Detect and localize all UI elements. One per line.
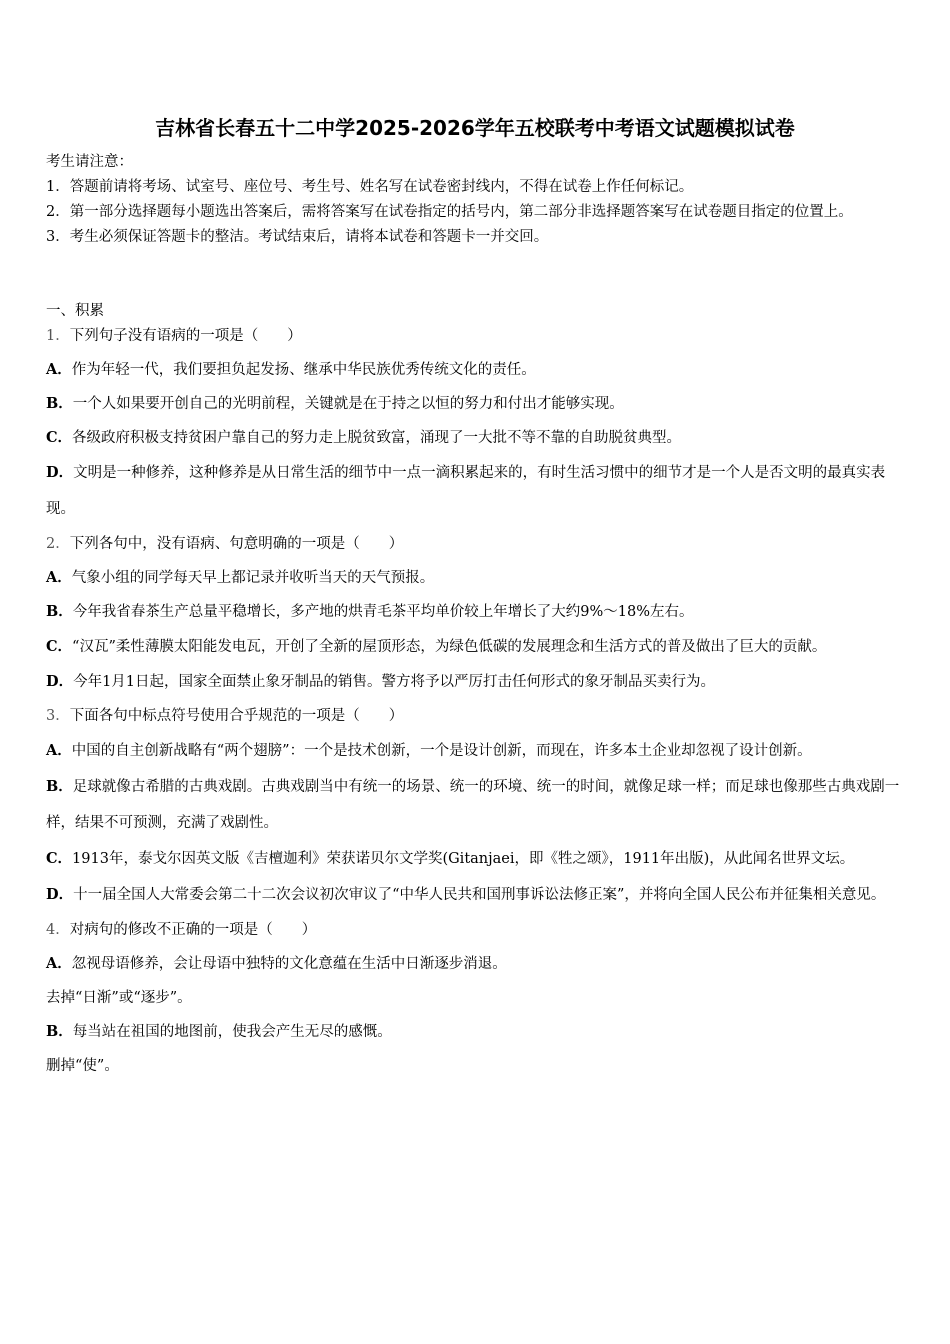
option-fix: 去掉“日渐”或“逐步”。	[46, 990, 192, 1006]
question-number: 4．	[46, 922, 70, 938]
option-text: 忽视母语修养，会让母语中独特的文化意蕴在生活中日渐逐步消退。	[71, 956, 507, 972]
option-text: 足球就像古希腊的古典戏剧。古典戏剧当中有统一的场景、统一的环境、统一的时间，就像足球一样；而足球也像那些古典戏剧一样，结果不可预测，充满了戏剧性。	[46, 779, 900, 831]
option-label: A．	[46, 569, 72, 586]
option	[46, 353, 906, 387]
option	[46, 733, 906, 769]
option-label: B．	[46, 603, 73, 620]
question-stem	[46, 325, 906, 347]
option	[46, 769, 906, 841]
exam-notice	[46, 150, 906, 250]
question-text: 下面各句中标点符号使用合乎规范的一项是（ ）	[69, 708, 404, 724]
option-text: 十一届全国人大常委会第二十二次会议初次审议了“中华人民共和国刑事诉讼法修正案”，并将向全国人民公布并征集相关意见。	[73, 887, 886, 903]
option	[46, 877, 906, 913]
option-label: D．	[46, 464, 74, 481]
option-label: C．	[46, 429, 73, 446]
notice-item: 1．答题前请将考场、试室号、座位号、考生号、姓名写在试卷密封线内，不得在试卷上作任何标记。	[46, 179, 694, 195]
option-text: “汉瓦”柔性薄膜太阳能发电瓦，开创了全新的屋顶形态，为绿色低碳的发展理念和生活方式的普及做出了巨大的贡献。	[72, 639, 827, 655]
question-text: 下列句子没有语病的一项是（ ）	[69, 328, 302, 344]
option-text: 气象小组的同学每天早上都记录并收听当天的天气预报。	[71, 570, 435, 586]
option-label: D．	[46, 886, 74, 903]
option	[46, 841, 906, 877]
question-text: 下列各句中，没有语病、句意明确的一项是（ ）	[69, 536, 404, 552]
option-text: 今年1月1日起，国家全面禁止象牙制品的销售。警方将予以严厉打击任何形式的象牙制品买卖行为。	[73, 674, 716, 690]
option-text: 各级政府积极支持贫困户靠自己的努力走上脱贫致富，涌现了一大批不等不靠的自助脱贫典型。	[72, 430, 682, 446]
notice-item: 3．考生必须保证答题卡的整洁。考试结束后，请将本试卷和答题卡一并交回。	[46, 229, 549, 245]
option-fix: 删掉“使”。	[46, 1058, 119, 1074]
option	[46, 561, 906, 595]
option-text: 作为年轻一代，我们要担负起发扬、继承中华民族优秀传统文化的责任。	[71, 362, 536, 378]
section-heading: 一、积累	[46, 303, 104, 319]
question-number: 2．	[46, 536, 70, 552]
option-text: 今年我省春茶生产总量平稳增长，多产地的烘青毛茶平均单价较上年增长了大约9%～18%左右。	[72, 604, 694, 620]
option-label: D．	[46, 673, 74, 690]
option	[46, 665, 906, 699]
page-title: 吉林省长春五十二中学2025-2026学年五校联考中考语文试题模拟试卷	[155, 116, 795, 140]
option-label: A．	[46, 742, 72, 759]
option	[46, 1015, 906, 1049]
option-label: B．	[46, 395, 73, 412]
option-label: B．	[46, 778, 73, 795]
option	[46, 387, 906, 421]
question-stem	[46, 527, 906, 561]
question-number: 3．	[46, 708, 70, 724]
option-label: A．	[46, 955, 72, 972]
option	[46, 947, 906, 981]
option	[46, 455, 906, 527]
question-text: 对病句的修改不正确的一项是（ ）	[69, 922, 317, 938]
question-body	[46, 297, 906, 1083]
option-text: 每当站在祖国的地图前，使我会产生无尽的感慨。	[72, 1024, 392, 1040]
question-stem	[46, 699, 906, 733]
option-text: 文明是一种修养，这种修养是从日常生活的细节中一点一滴积累起来的，有时生活习惯中的细节才是一个人是否文明的最真实表现。	[46, 465, 886, 517]
notice-item: 2．第一部分选择题每小题选出答案后，需将答案写在试卷指定的括号内，第二部分非选择题答案写在试卷题目指定的位置上。	[46, 204, 853, 220]
option-label: C．	[46, 850, 73, 867]
option-text: 一个人如果要开创自己的光明前程，关键就是在于持之以恒的努力和付出才能够实现。	[72, 396, 624, 412]
option	[46, 595, 906, 629]
notice-heading: 考生请注意：	[46, 154, 133, 170]
option-label: A．	[46, 361, 72, 378]
question-number: 1．	[46, 328, 70, 344]
option-label: B．	[46, 1023, 73, 1040]
option	[46, 629, 906, 665]
option-text: 1913年，泰戈尔因英文版《吉檀迦利》荣获诺贝尔文学奖(Gitanjaei，即《牲之颂》，1911年出版)，从此闻名世界文坛。	[72, 851, 855, 867]
option-text: 中国的自主创新战略有“两个翅膀”：一个是技术创新，一个是设计创新，而现在，许多本土企业却忽视了设计创新。	[71, 743, 812, 759]
option	[46, 421, 906, 455]
question-stem	[46, 913, 906, 947]
option-label: C．	[46, 638, 73, 655]
